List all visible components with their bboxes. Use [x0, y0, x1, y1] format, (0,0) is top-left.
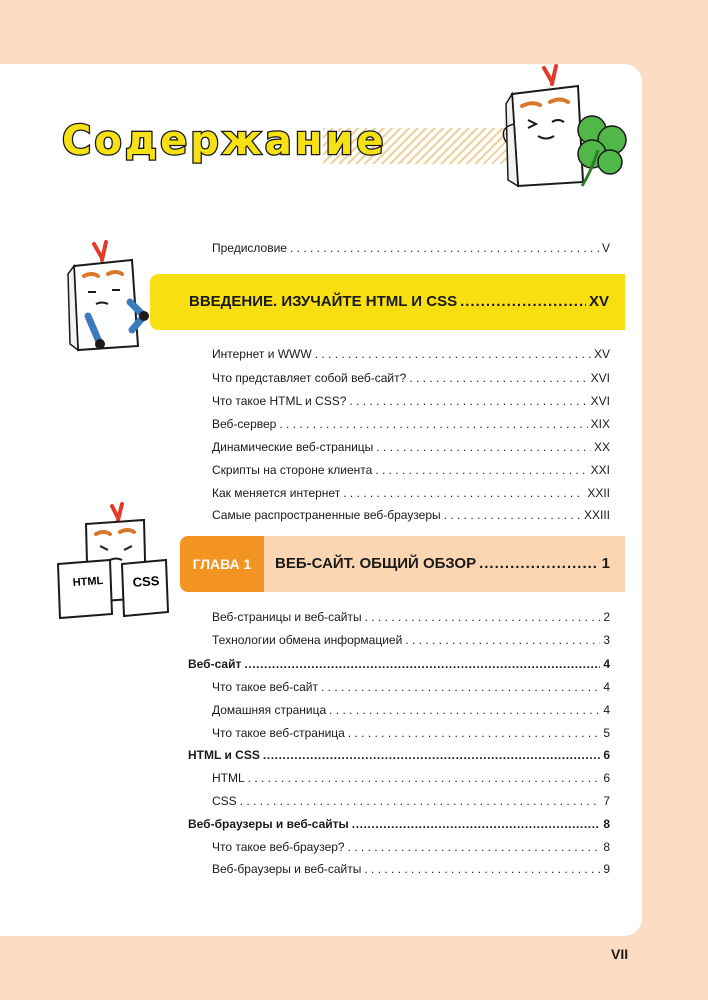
html-sign-label: HTML — [72, 574, 104, 590]
intro-heading — [189, 293, 609, 310]
toc-entry[interactable] — [212, 371, 610, 385]
toc-entry[interactable] — [212, 680, 610, 694]
toc-entry[interactable] — [212, 508, 610, 522]
toc-leader — [479, 555, 599, 572]
toc-label: Самые распространенные веб-браузеры — [212, 508, 441, 522]
toc-page: XV — [588, 293, 609, 310]
clover-mascot-illustration — [488, 64, 628, 194]
toc-entry[interactable] — [212, 703, 610, 717]
toc-section[interactable] — [188, 817, 610, 831]
toc-label: Домашняя страница — [212, 703, 327, 717]
toc-label: Веб-сайт — [188, 657, 242, 671]
toc-leader — [240, 794, 601, 808]
toc-leader — [244, 657, 600, 671]
toc-label: CSS — [212, 794, 237, 808]
toc-label: Что такое HTML и CSS? — [212, 394, 347, 408]
toc-leader — [348, 840, 601, 854]
toc-page: 1 — [601, 555, 610, 572]
toc-leader — [352, 817, 601, 831]
toc-label: Веб-сервер — [212, 417, 277, 431]
toc-leader — [444, 508, 581, 522]
toc-page: XVI — [590, 394, 610, 408]
toc-entry[interactable] — [212, 347, 610, 361]
toc-page: 4 — [603, 703, 610, 717]
toc-leader — [348, 726, 600, 740]
intro-heading-band[interactable] — [150, 274, 625, 330]
toc-leader — [343, 486, 584, 500]
toc-page: 9 — [603, 862, 610, 876]
toc-label: Как меняется интернет — [212, 486, 341, 500]
toc-label: HTML и CSS — [188, 748, 260, 762]
toc-label: Что представляет собой веб-сайт? — [212, 371, 407, 385]
toc-label: Предисловие — [212, 241, 287, 255]
toc-label: Интернет и WWW — [212, 347, 312, 361]
chapter1-heading-band[interactable] — [180, 536, 625, 592]
toc-entry[interactable] — [212, 417, 610, 431]
chapter1-heading — [275, 555, 610, 572]
toc-page: V — [601, 241, 610, 255]
toc-leader — [364, 862, 600, 876]
toc-label: ВВЕДЕНИЕ. ИЗУЧАЙТЕ HTML И CSS — [189, 293, 458, 310]
toc-page: 4 — [603, 680, 610, 694]
toc-label: Динамические веб-страницы — [212, 440, 374, 454]
toc-leader — [321, 680, 600, 694]
toc-entry[interactable] — [212, 394, 610, 408]
toc-label: HTML — [212, 771, 245, 785]
toc-section[interactable] — [188, 657, 610, 671]
toc-leader — [376, 440, 591, 454]
toc-label: Что такое веб-сайт — [212, 680, 318, 694]
toc-leader — [248, 771, 601, 785]
toc-leader — [460, 293, 586, 310]
toc-leader — [405, 633, 600, 647]
html-css-mascots-illustration — [52, 502, 172, 622]
toc-leader — [263, 748, 600, 762]
toc-label: Что такое веб-браузер? — [212, 840, 345, 854]
toc-leader — [409, 371, 587, 385]
toc-page: 5 — [603, 726, 610, 740]
toc-preface[interactable] — [212, 241, 610, 255]
toc-leader — [315, 347, 591, 361]
toc-label: Технологии обмена информацией — [212, 633, 403, 647]
toc-leader — [365, 610, 601, 624]
toc-page: XIX — [590, 417, 610, 431]
toc-entry[interactable] — [212, 440, 610, 454]
toc-label: Что такое веб-страница — [212, 726, 345, 740]
toc-entry[interactable] — [212, 840, 610, 854]
toc-leader — [375, 463, 587, 477]
toc-page: 7 — [603, 794, 610, 808]
toc-page: 6 — [603, 748, 610, 762]
toc-entry[interactable] — [212, 633, 610, 647]
toc-page: 8 — [603, 817, 610, 831]
toc-leader — [329, 703, 600, 717]
page-number: VII — [611, 946, 629, 962]
toc-leader — [279, 417, 587, 431]
toc-page: 3 — [603, 633, 610, 647]
toc-entry[interactable] — [212, 610, 610, 624]
toc-page: 4 — [603, 657, 610, 671]
toc-entry[interactable] — [212, 486, 610, 500]
toc-entry[interactable] — [212, 771, 610, 785]
toc-page: XVI — [590, 371, 610, 385]
toc-label: Веб-браузеры и веб-сайты — [212, 862, 362, 876]
toc-entry[interactable] — [212, 726, 610, 740]
page-title: Содержание — [62, 118, 387, 164]
toc-page: 6 — [603, 771, 610, 785]
toc-page: XV — [593, 347, 610, 361]
css-sign-label: CSS — [132, 573, 160, 590]
toc-page: 8 — [603, 840, 610, 854]
chapter-tag: ГЛАВА 1 — [180, 536, 264, 592]
toc-label: ВЕБ-САЙТ. ОБЩИЙ ОБЗОР — [275, 555, 477, 572]
toc-leader — [349, 394, 587, 408]
toc-label: Скрипты на стороне клиента — [212, 463, 373, 477]
toc-page: XXI — [590, 463, 610, 477]
thinking-mascot-illustration — [60, 240, 160, 360]
toc-leader — [290, 241, 599, 255]
toc-page: XXII — [587, 486, 610, 500]
toc-section[interactable] — [188, 748, 610, 762]
toc-label: Веб-страницы и веб-сайты — [212, 610, 362, 624]
toc-page: XXIII — [583, 508, 610, 522]
toc-entry[interactable] — [212, 794, 610, 808]
toc-page: 2 — [603, 610, 610, 624]
toc-entry[interactable] — [212, 463, 610, 477]
toc-label: Веб-браузеры и веб-сайты — [188, 817, 349, 831]
toc-entry[interactable] — [212, 862, 610, 876]
toc-page: XX — [593, 440, 610, 454]
